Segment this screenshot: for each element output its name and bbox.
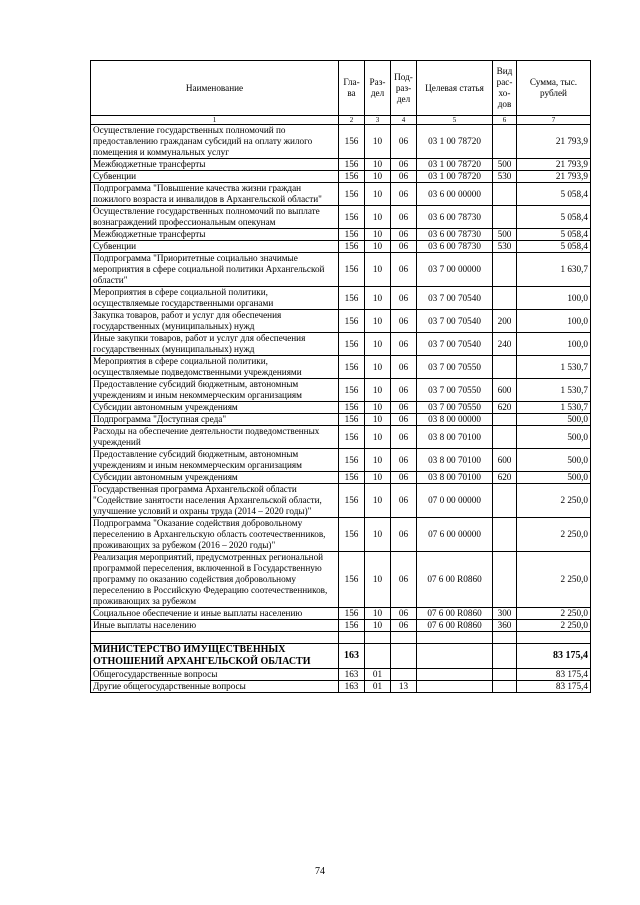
cell-name: Предоставление субсидий бюджетным, автономным учреждениям и иным некоммерческим организациям [91, 379, 339, 402]
cell-target: 03 6 00 78730 [417, 241, 493, 253]
cell-target [417, 681, 493, 693]
cell-target: 03 7 00 70550 [417, 402, 493, 414]
cell-target: 03 8 00 70100 [417, 426, 493, 449]
cell-sum: 2 250,0 [517, 518, 591, 552]
cell-razdel: 10 [365, 183, 391, 206]
cell-glava: 156 [339, 414, 365, 426]
cell-vid [493, 287, 517, 310]
cell-glava: 156 [339, 253, 365, 287]
cell-name: Подпрограмма "Приоритетные социально значимые мероприятия в сфере социальной политики Архангельской области" [91, 253, 339, 287]
col-number: 3 [365, 116, 391, 125]
cell-razdel: 10 [365, 287, 391, 310]
cell-podrazdel: 06 [391, 426, 417, 449]
cell-sum: 1 630,7 [517, 253, 591, 287]
cell-target: 07 6 00 R0860 [417, 620, 493, 632]
cell-name: Иные закупки товаров, работ и услуг для обеспечения государственных (муниципальных) нужд [91, 333, 339, 356]
cell-razdel: 10 [365, 552, 391, 608]
cell-glava: 156 [339, 356, 365, 379]
cell-name: Осуществление государственных полномочий по выплате вознаграждений профессиональным опекунам [91, 206, 339, 229]
cell-vid [493, 253, 517, 287]
table-row [91, 379, 591, 402]
cell-target: 03 8 00 00000 [417, 414, 493, 426]
cell-podrazdel: 06 [391, 310, 417, 333]
cell-name: Субсидии автономным учреждениям [91, 472, 339, 484]
cell-sum: 2 250,0 [517, 484, 591, 518]
cell-glava: 156 [339, 402, 365, 414]
cell-glava: 156 [339, 206, 365, 229]
cell-glava: 156 [339, 171, 365, 183]
cell-name: Социальное обеспечение и иные выплаты населению [91, 608, 339, 620]
cell-razdel: 10 [365, 241, 391, 253]
cell-podrazdel: 06 [391, 333, 417, 356]
cell-target: 03 6 00 78730 [417, 229, 493, 241]
cell-name: Подпрограмма "Оказание содействия добровольному переселению в Архангельскую область соотечественников, проживающих за рубежом (2016 – 2020 годы)" [91, 518, 339, 552]
cell-podrazdel: 06 [391, 608, 417, 620]
cell-vid: 600 [493, 379, 517, 402]
cell-razdel: 10 [365, 518, 391, 552]
cell-sum: 21 793,9 [517, 159, 591, 171]
cell-vid [493, 644, 517, 669]
cell-glava: 156 [339, 620, 365, 632]
table-header [91, 61, 591, 125]
table-row [91, 552, 591, 608]
cell-podrazdel [391, 644, 417, 669]
cell-target [417, 644, 493, 669]
header-glava: Гла-ва [339, 61, 365, 116]
cell-vid [493, 414, 517, 426]
cell-razdel: 10 [365, 426, 391, 449]
table-row [91, 620, 591, 632]
cell-target: 03 1 00 78720 [417, 171, 493, 183]
cell-vid [493, 356, 517, 379]
table-row [91, 484, 591, 518]
cell-sum: 2 250,0 [517, 620, 591, 632]
empty-cell [391, 632, 417, 644]
cell-razdel: 10 [365, 125, 391, 159]
cell-razdel: 01 [365, 681, 391, 693]
cell-podrazdel: 06 [391, 518, 417, 552]
cell-razdel: 10 [365, 206, 391, 229]
header-target: Целевая статья [417, 61, 493, 116]
cell-name: Расходы на обеспечение деятельности подведомственных учреждений [91, 426, 339, 449]
cell-sum: 83 175,4 [517, 681, 591, 693]
empty-cell [91, 632, 339, 644]
cell-razdel: 10 [365, 379, 391, 402]
empty-cell [365, 632, 391, 644]
cell-glava: 156 [339, 518, 365, 552]
cell-name: МИНИСТЕРСТВО ИМУЩЕСТВЕННЫХ ОТНОШЕНИЙ АРХАНГЕЛЬСКОЙ ОБЛАСТИ [91, 644, 339, 669]
table-row [91, 183, 591, 206]
table-row [91, 287, 591, 310]
cell-name: Закупка товаров, работ и услуг для обеспечения государственных (муниципальных) нужд [91, 310, 339, 333]
table-row [91, 644, 591, 669]
cell-name: Субсидии автономным учреждениям [91, 402, 339, 414]
col-number: 5 [417, 116, 493, 125]
table-row [91, 241, 591, 253]
cell-target: 03 7 00 70540 [417, 333, 493, 356]
cell-razdel: 01 [365, 669, 391, 681]
cell-name: Подпрограмма "Доступная среда" [91, 414, 339, 426]
cell-target: 03 7 00 70540 [417, 310, 493, 333]
cell-sum: 83 175,4 [517, 669, 591, 681]
col-number: 2 [339, 116, 365, 125]
page-number: 74 [315, 866, 325, 877]
cell-sum: 5 058,4 [517, 183, 591, 206]
cell-podrazdel: 06 [391, 356, 417, 379]
cell-podrazdel: 06 [391, 253, 417, 287]
cell-razdel: 10 [365, 449, 391, 472]
cell-glava: 156 [339, 552, 365, 608]
cell-vid: 360 [493, 620, 517, 632]
table-row [91, 310, 591, 333]
cell-sum: 500,0 [517, 449, 591, 472]
cell-target: 03 1 00 78720 [417, 159, 493, 171]
cell-target: 03 8 00 70100 [417, 472, 493, 484]
cell-glava: 156 [339, 333, 365, 356]
cell-name: Межбюджетные трансферты [91, 159, 339, 171]
cell-name: Иные выплаты населению [91, 620, 339, 632]
cell-razdel: 10 [365, 620, 391, 632]
cell-glava: 156 [339, 229, 365, 241]
cell-glava: 156 [339, 241, 365, 253]
cell-podrazdel: 06 [391, 449, 417, 472]
cell-vid [493, 484, 517, 518]
cell-vid: 600 [493, 449, 517, 472]
cell-podrazdel: 06 [391, 183, 417, 206]
cell-razdel [365, 644, 391, 669]
table-row [91, 159, 591, 171]
cell-podrazdel: 06 [391, 379, 417, 402]
cell-target: 03 6 00 78730 [417, 206, 493, 229]
cell-target: 07 6 00 00000 [417, 518, 493, 552]
table-row [91, 472, 591, 484]
cell-podrazdel: 06 [391, 229, 417, 241]
cell-sum: 100,0 [517, 287, 591, 310]
cell-vid [493, 426, 517, 449]
cell-sum: 21 793,9 [517, 125, 591, 159]
spacer-row [91, 632, 591, 644]
table-row [91, 253, 591, 287]
table-row [91, 206, 591, 229]
cell-razdel: 10 [365, 472, 391, 484]
cell-target: 03 7 00 00000 [417, 253, 493, 287]
cell-podrazdel: 06 [391, 206, 417, 229]
cell-vid: 500 [493, 159, 517, 171]
cell-sum: 500,0 [517, 414, 591, 426]
cell-podrazdel: 06 [391, 171, 417, 183]
cell-vid [493, 518, 517, 552]
col-number: 4 [391, 116, 417, 125]
cell-target [417, 669, 493, 681]
cell-sum: 500,0 [517, 472, 591, 484]
table-row [91, 356, 591, 379]
cell-podrazdel: 06 [391, 402, 417, 414]
cell-name: Предоставление субсидий бюджетным, автономным учреждениям и иным некоммерческим организациям [91, 449, 339, 472]
cell-vid [493, 206, 517, 229]
cell-name: Мероприятия в сфере социальной политики, осуществляемые государственными органами [91, 287, 339, 310]
header-sum: Сумма, тыс. рублей [517, 61, 591, 116]
cell-glava: 156 [339, 159, 365, 171]
cell-podrazdel: 06 [391, 620, 417, 632]
col-number: 6 [493, 116, 517, 125]
empty-cell [339, 632, 365, 644]
budget-table [90, 60, 591, 693]
table-row [91, 125, 591, 159]
cell-glava: 156 [339, 183, 365, 206]
cell-podrazdel: 06 [391, 125, 417, 159]
cell-target: 03 7 00 70540 [417, 287, 493, 310]
cell-razdel: 10 [365, 608, 391, 620]
cell-sum: 83 175,4 [517, 644, 591, 669]
cell-name: Субвенции [91, 171, 339, 183]
cell-name: Реализация мероприятий, предусмотренных региональной программой переселения, включенной в Государственную программу по оказанию содействия добровольному переселению в Российскую Федерацию соотечественников, проживающих за рубежом [91, 552, 339, 608]
cell-glava: 156 [339, 472, 365, 484]
cell-podrazdel: 06 [391, 472, 417, 484]
cell-razdel: 10 [365, 229, 391, 241]
cell-name: Общегосударственные вопросы [91, 669, 339, 681]
header-row [91, 61, 591, 116]
table-row [91, 608, 591, 620]
cell-vid: 530 [493, 171, 517, 183]
cell-glava: 156 [339, 287, 365, 310]
cell-name: Подпрограмма "Повышение качества жизни граждан пожилого возраста и инвалидов в Архангельской области" [91, 183, 339, 206]
table-row [91, 426, 591, 449]
cell-podrazdel: 06 [391, 414, 417, 426]
table-row [91, 333, 591, 356]
cell-sum: 1 530,7 [517, 402, 591, 414]
cell-name: Мероприятия в сфере социальной политики, осуществляемые подведомственными учреждениями [91, 356, 339, 379]
cell-sum: 100,0 [517, 310, 591, 333]
cell-podrazdel: 06 [391, 484, 417, 518]
cell-vid [493, 669, 517, 681]
cell-razdel: 10 [365, 171, 391, 183]
empty-cell [493, 632, 517, 644]
cell-glava: 156 [339, 379, 365, 402]
cell-glava: 163 [339, 681, 365, 693]
cell-podrazdel: 06 [391, 159, 417, 171]
cell-glava: 163 [339, 644, 365, 669]
cell-target: 07 6 00 R0860 [417, 608, 493, 620]
cell-podrazdel: 06 [391, 241, 417, 253]
table-row [91, 681, 591, 693]
cell-sum: 5 058,4 [517, 206, 591, 229]
cell-razdel: 10 [365, 253, 391, 287]
cell-glava: 156 [339, 310, 365, 333]
cell-vid: 500 [493, 229, 517, 241]
cell-razdel: 10 [365, 310, 391, 333]
cell-glava: 163 [339, 669, 365, 681]
cell-name: Другие общегосударственные вопросы [91, 681, 339, 693]
cell-name: Субвенции [91, 241, 339, 253]
cell-razdel: 10 [365, 484, 391, 518]
cell-name: Осуществление государственных полномочий по предоставлению гражданам субсидий на оплату жилого помещения и коммунальных услуг [91, 125, 339, 159]
cell-vid [493, 552, 517, 608]
table-row [91, 171, 591, 183]
cell-target: 03 7 00 70550 [417, 356, 493, 379]
table-row [91, 414, 591, 426]
header-name: Наименование [91, 61, 339, 116]
header-podrazdel: Под-раз-дел [391, 61, 417, 116]
cell-name: Межбюджетные трансферты [91, 229, 339, 241]
cell-sum: 100,0 [517, 333, 591, 356]
cell-vid [493, 681, 517, 693]
cell-glava: 156 [339, 426, 365, 449]
cell-sum: 2 250,0 [517, 552, 591, 608]
cell-vid: 620 [493, 472, 517, 484]
cell-vid [493, 183, 517, 206]
cell-sum: 5 058,4 [517, 241, 591, 253]
cell-glava: 156 [339, 484, 365, 518]
cell-sum: 21 793,9 [517, 171, 591, 183]
cell-target: 03 8 00 70100 [417, 449, 493, 472]
cell-target: 03 6 00 00000 [417, 183, 493, 206]
header-razdel: Раз-дел [365, 61, 391, 116]
cell-glava: 156 [339, 608, 365, 620]
cell-target: 07 6 00 R0860 [417, 552, 493, 608]
table-row [91, 518, 591, 552]
table-body [91, 125, 591, 693]
cell-sum: 5 058,4 [517, 229, 591, 241]
cell-sum: 1 530,7 [517, 379, 591, 402]
cell-podrazdel: 06 [391, 287, 417, 310]
cell-name: Государственная программа Архангельской области "Содействие занятости населения Архангельской области, улучшение условий и охраны труда (2014 – 2020 годы)" [91, 484, 339, 518]
table-row [91, 449, 591, 472]
cell-vid: 300 [493, 608, 517, 620]
cell-sum: 500,0 [517, 426, 591, 449]
cell-target: 03 7 00 70550 [417, 379, 493, 402]
cell-vid: 620 [493, 402, 517, 414]
col-number: 7 [517, 116, 591, 125]
cell-razdel: 10 [365, 414, 391, 426]
cell-glava: 156 [339, 125, 365, 159]
cell-vid: 200 [493, 310, 517, 333]
col-number: 1 [91, 116, 339, 125]
empty-cell [517, 632, 591, 644]
cell-vid: 530 [493, 241, 517, 253]
cell-podrazdel [391, 669, 417, 681]
header-vid: Вид рас-хо-дов [493, 61, 517, 116]
cell-vid [493, 125, 517, 159]
cell-target: 07 0 00 00000 [417, 484, 493, 518]
cell-sum: 2 250,0 [517, 608, 591, 620]
table-row [91, 229, 591, 241]
table-row [91, 402, 591, 414]
empty-cell [417, 632, 493, 644]
cell-razdel: 10 [365, 333, 391, 356]
cell-vid: 240 [493, 333, 517, 356]
cell-podrazdel: 13 [391, 681, 417, 693]
cell-target: 03 1 00 78720 [417, 125, 493, 159]
column-number-row [91, 116, 591, 125]
cell-sum: 1 530,7 [517, 356, 591, 379]
cell-podrazdel: 06 [391, 552, 417, 608]
cell-glava: 156 [339, 449, 365, 472]
cell-razdel: 10 [365, 356, 391, 379]
cell-razdel: 10 [365, 402, 391, 414]
cell-razdel: 10 [365, 159, 391, 171]
table-row [91, 669, 591, 681]
